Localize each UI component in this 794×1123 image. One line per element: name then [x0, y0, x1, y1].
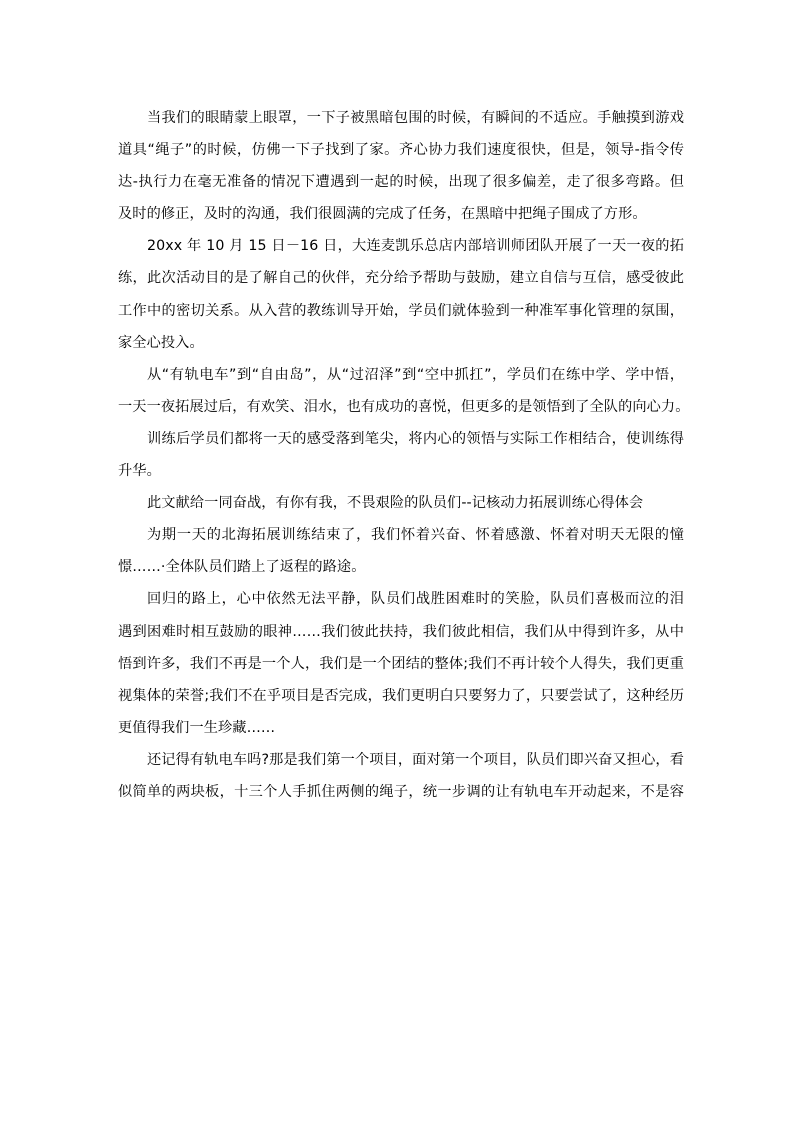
text-line: 练，此次活动目的是了解自己的伙伴，充分给予帮助与鼓励，建立自信与互信，感受彼此	[118, 270, 684, 287]
text-line: 及时的修正，及时的沟通，我们很圆满的完成了任务，在黑暗中把绳子围成了方形。	[118, 206, 647, 223]
text-line: 遇到困难时相互鼓励的眼神……我们彼此扶持，我们彼此相信，我们从中得到许多，从中	[118, 623, 684, 640]
text-line: 憬……·全体队员们踏上了返程的路途。	[118, 559, 366, 576]
text-line: 达-执行力在毫无准备的情况下遭遇到一起的时候，出现了很多偏差，走了很多弯路。但	[118, 174, 684, 191]
text-line: 似简单的两块板，十三个人手抓住两侧的绳子，统一步调的让有轨电车开动起来，不是容	[118, 783, 684, 800]
text-line: 此文献给一同奋战，有你有我，不畏艰险的队员们--记核动力拓展训练心得体会	[147, 495, 644, 512]
body-text	[118, 102, 690, 808]
text-line: 当我们的眼睛蒙上眼罩，一下子被黑暗包围的时候，有瞬间的不适应。手触摸到游戏	[147, 110, 684, 126]
text-line: 还记得有轨电车吗?那是我们第一个项目，面对第一个项目，队员们即兴奋又担心，看	[147, 751, 684, 768]
text-line: 悟到许多，我们不再是一个人，我们是一个团结的整体;我们不再计较个人得失，我们更重	[118, 655, 684, 672]
text-line: 回归的路上，心中依然无法平静，队员们战胜困难时的笑脸，队员们喜极而泣的泪	[147, 591, 684, 608]
text-line: 20xx 年 10 月 15 日－16 日，大连麦凯乐总店内部培训师团队开展了一天一夜的拓	[147, 238, 684, 255]
text-line: 家全心投入。	[118, 334, 204, 351]
text-line: 升华。	[118, 463, 161, 480]
text-line: 道具“绳子”的时候，仿佛一下子找到了家。齐心协力我们速度很快，但是，领导-指令传	[118, 142, 684, 159]
text-line: 从“有轨电车”到“自由岛”，从“过沼泽”到“空中抓扛”，学员们在练中学、学中悟，	[147, 366, 684, 383]
text-line: 训练后学员们都将一天的感受落到笔尖，将内心的领悟与实际工作相结合，使训练得	[147, 430, 684, 447]
text-line: 为期一天的北海拓展训练结束了，我们怀着兴奋、怀着感激、怀着对明天无限的憧	[147, 527, 684, 544]
text-line: 一天一夜拓展过后，有欢笑、泪水，也有成功的喜悦，但更多的是领悟到了全队的向心力。	[118, 398, 690, 415]
text-line: 工作中的密切关系。从入营的教练训导开始，学员们就体验到一种准军事化管理的氛围，	[118, 302, 684, 319]
text-line: 视集体的荣誉;我们不在乎项目是否完成，我们更明白只要努力了，只要尝试了，这种经历	[118, 687, 684, 704]
text-line: 更值得我们一生珍藏……	[118, 719, 276, 736]
